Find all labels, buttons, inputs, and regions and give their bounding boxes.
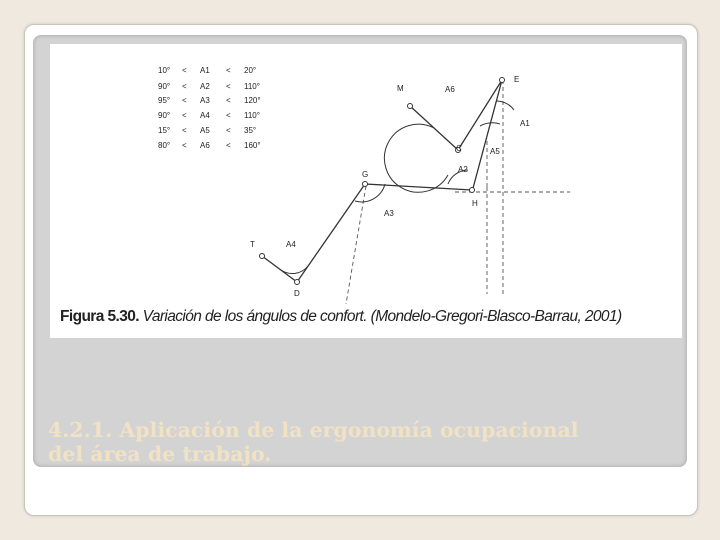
range-row <box>158 96 261 105</box>
segment-g-h <box>365 184 472 190</box>
range-op: < <box>182 126 187 135</box>
label-g: G <box>362 170 369 179</box>
range-high: 160° <box>244 141 261 150</box>
segment-e-h <box>472 80 502 192</box>
angle-label-a6: A6 <box>445 85 455 94</box>
range-row <box>158 111 260 120</box>
range-op: < <box>226 126 231 135</box>
body-segments <box>262 80 502 282</box>
range-op: < <box>226 66 231 75</box>
angle-label-a3: A3 <box>384 209 394 218</box>
range-op: < <box>226 111 231 120</box>
angle-label-a1: A1 <box>520 119 530 128</box>
range-low: 15° <box>158 126 171 135</box>
range-op: < <box>226 141 231 150</box>
slide-title-line-2: del área de trabajo. <box>48 442 272 466</box>
slide-title-line-1: 4.2.1. Aplicación de la ergonomía ocupacional <box>48 418 579 442</box>
angle-label-a5: A5 <box>490 147 500 156</box>
label-h: H <box>472 199 478 208</box>
range-op: < <box>182 111 187 120</box>
angle-arcs <box>281 101 514 274</box>
range-row <box>158 126 256 135</box>
range-row <box>158 82 260 91</box>
label-m: M <box>397 84 404 93</box>
reference-lines <box>346 80 570 304</box>
figure-image <box>50 44 682 338</box>
figure-caption-label: Figura 5.30. <box>60 308 139 325</box>
range-angle: A6 <box>200 141 210 150</box>
range-high: 35° <box>244 126 257 135</box>
range-low: 80° <box>158 141 171 150</box>
range-op: < <box>182 66 187 75</box>
range-angle: A4 <box>200 111 210 120</box>
range-op: < <box>226 82 231 91</box>
range-op: < <box>182 141 187 150</box>
figure-caption <box>60 308 680 326</box>
range-angle: A5 <box>200 126 210 135</box>
range-high: 20° <box>244 66 257 75</box>
joint-t <box>260 254 265 259</box>
joint-points <box>260 78 505 285</box>
figure-caption-text: Variación de los ángulos de confort. (Mondelo-Gregori-Blasco-Barrau, 2001) <box>142 308 622 325</box>
range-row <box>158 66 256 75</box>
range-low: 90° <box>158 82 171 91</box>
joint-h <box>470 188 475 193</box>
range-angle: A1 <box>200 66 210 75</box>
label-t: T <box>250 240 255 249</box>
segment-c-e <box>458 80 502 150</box>
range-low: 95° <box>158 96 171 105</box>
range-op: < <box>182 96 187 105</box>
range-high: 120° <box>244 96 261 105</box>
angle-range-table <box>158 66 261 150</box>
joint-d <box>295 280 300 285</box>
label-d: D <box>294 289 300 298</box>
slide-title <box>48 418 688 466</box>
joint-e <box>500 78 505 83</box>
joint-m <box>408 104 413 109</box>
range-angle: A3 <box>200 96 210 105</box>
angle-label-a4: A4 <box>286 240 296 249</box>
arc-a1 <box>496 101 514 110</box>
range-op: < <box>226 96 231 105</box>
vertical-reference-line <box>346 186 366 304</box>
range-row <box>158 141 261 150</box>
label-c: C <box>456 144 462 153</box>
label-e: E <box>514 75 520 84</box>
range-low: 90° <box>158 111 171 120</box>
range-op: < <box>182 82 187 91</box>
joint-g <box>363 182 368 187</box>
range-low: 10° <box>158 66 171 75</box>
posture-angle-diagram <box>50 44 682 338</box>
range-angle: A2 <box>200 82 210 91</box>
range-high: 110° <box>244 111 260 120</box>
range-high: 110° <box>244 82 260 91</box>
angle-label-a2: A2 <box>458 165 468 174</box>
segment-d-t <box>262 256 297 282</box>
arc-a6 <box>384 124 448 192</box>
